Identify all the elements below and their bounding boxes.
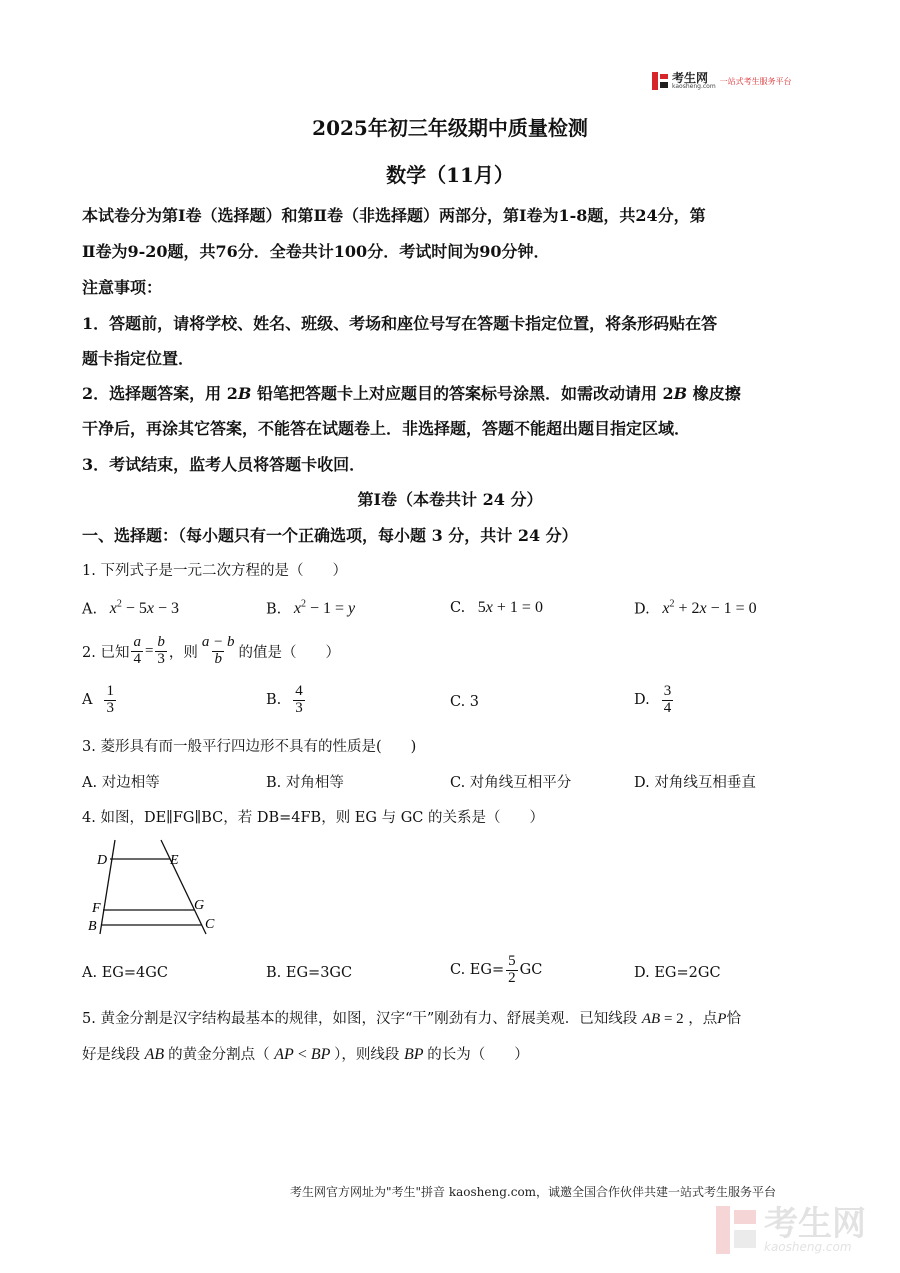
footer-text: 考生网官方网址为"考生"拼音 kaosheng.com，诚邀全国合作伙伴共建一站式考生服务平台 <box>290 1185 777 1199</box>
q2-stem: 2. 已知 $\frac{a}{4}$ = $\frac{b}{3}$ ，则 $\frac{a - b}{b}$ 的值是（ ） <box>82 634 341 667</box>
q4-option-a: A. EG=4GC <box>82 965 168 981</box>
q5-line-2-b: 的黄金分割点（ <box>168 1047 270 1063</box>
note-2-part-a: 2．选择题答案，用 2 <box>82 384 238 403</box>
q3-stem: 3. 菱形具有而一般平行四边形不具有的性质是( ) <box>82 739 417 755</box>
q4-c-prefix: C. EG= <box>450 962 505 979</box>
q1-d-label: D. <box>634 601 650 618</box>
note-3: 3．考试结束，监考人员将答题卡收回． <box>82 455 366 474</box>
section-heading: 一、选择题：（每小题只有一个正确选项，每小题 3 分，共计 24 分） <box>82 526 578 545</box>
q2-option-d: D. $\frac{3}{4}$ <box>634 683 672 716</box>
note-2-part-d: B <box>673 384 688 403</box>
q2-d-label: D. <box>634 692 650 709</box>
q3-option-a: A. 对边相等 <box>82 775 160 791</box>
notes-heading: 注意事项： <box>82 278 163 297</box>
q2-option-c: C. 3 <box>450 694 480 710</box>
q3-option-d: D. 对角线互相垂直 <box>634 775 756 791</box>
q5-line-2-a: 好是线段 <box>82 1047 140 1063</box>
note-1-line-2: 题卡指定位置． <box>82 349 195 368</box>
q4-label-b: B <box>88 919 97 934</box>
q2-stem-a: 2. 已知 <box>82 644 130 661</box>
note-1-line-1: 1．答题前，请将学校、姓名、班级、考场和座位号写在答题卡指定位置，将条形码贴在答 <box>82 314 718 333</box>
q2-option-b: B. $\frac{4}{3}$ <box>266 683 303 716</box>
note-2-part-b: B <box>237 384 252 403</box>
q4-figure <box>82 836 222 946</box>
q3-option-c: C. 对角线互相平分 <box>450 775 572 791</box>
logo-domain: kaosheng.com <box>672 83 716 90</box>
q5-line-1-a: 5. 黄金分割是汉字结构最基本的规律，如图，汉字“干”刚劲有力、舒展美观．已知线段 <box>82 1011 638 1027</box>
logo-mark-icon <box>652 72 668 90</box>
site-logo <box>652 72 792 90</box>
q1-b-label: B. <box>266 601 282 618</box>
q1-option-c: C. 5x + 1 = 0 <box>450 599 543 616</box>
page-subtitle: 数学（11月） <box>386 163 514 187</box>
q2-frac-a-over-4: $\frac{a}{4}$ <box>133 634 141 667</box>
q2-stem-b: ，则 <box>168 644 198 661</box>
q2-stem-c: 的值是（ ） <box>238 644 341 661</box>
q1-option-b: B. $x^2 - 1 = y$ <box>266 599 356 618</box>
watermark-logo <box>716 1206 866 1254</box>
q5-line-2-d: 的长为（ ） <box>427 1047 529 1063</box>
q1-stem: 1. 下列式子是一元二次方程的是（ ） <box>82 563 347 579</box>
section-title: 第Ⅰ卷（本卷共计 24 分） <box>357 490 543 509</box>
q4-label-d: D <box>97 853 108 868</box>
q5-line-1-b: ，点 <box>688 1011 718 1027</box>
q4-c-suffix: GC <box>519 962 543 979</box>
q4-option-c: C. EG= $\frac{5}{2}$ GC <box>450 953 543 986</box>
page-title: 2025年初三年级期中质量检测 <box>312 116 588 140</box>
q5-line-2: 好是线段 AB 的黄金分割点（ AP < BP ），则线段 BP 的长为（ ） <box>82 1046 529 1063</box>
q4-label-c: C <box>205 917 215 932</box>
q4-option-d: D. EG=2GC <box>634 965 721 981</box>
intro-line-2: Ⅱ卷为9-20题，共76分．全卷共计100分．考试时间为90分钟． <box>82 242 550 261</box>
watermark-name: 考生网 <box>764 1204 866 1244</box>
note-2-line-2: 干净后，再涂其它答案，不能答在试题卷上．非选择题，答题不能超出题目指定区域． <box>82 419 691 438</box>
q5-line-1-c: 恰 <box>726 1011 741 1027</box>
q2-b-label: B. <box>266 692 282 709</box>
q4-label-g: G <box>194 898 205 913</box>
q1-option-a: A. $x^2 - 5x - 3$ <box>82 599 179 618</box>
q2-option-a: A $\frac{1}{3}$ <box>82 683 114 716</box>
watermark-domain: kaosheng.com <box>764 1240 852 1254</box>
note-2-part-e: 橡皮擦 <box>687 384 741 403</box>
note-2-line-1 <box>82 381 741 404</box>
q2-frac-b-over-3: $\frac{b}{3}$ <box>157 634 165 667</box>
logo-slogan: 一站式考生服务平台 <box>719 76 792 86</box>
q4-label-e: E <box>170 853 179 868</box>
q2-a-label: A <box>82 692 93 709</box>
q5-line-2-c: ），则线段 <box>334 1047 400 1063</box>
q1-c-label: C. <box>450 600 466 616</box>
q2-frac-expression: $\frac{a - b}{b}$ <box>201 634 235 667</box>
q5-line-1: 5. 黄金分割是汉字结构最基本的规律，如图，汉字“干”刚劲有力、舒展美观．已知线段 AB = 2 ，点P恰 <box>82 1011 741 1027</box>
q4-line-right <box>161 840 206 934</box>
q1-a-label: A. <box>82 601 98 618</box>
q4-option-b: B. EG=3GC <box>266 965 353 981</box>
intro-line-1: 本试卷分为第Ⅰ卷（选择题）和第Ⅱ卷（非选择题）两部分，第Ⅰ卷为1-8题，共24分，第 <box>82 206 706 225</box>
q4-stem: 4. 如图，DE∥FG∥BC，若 DB=4FB，则 EG 与 GC 的关系是（ ） <box>82 810 544 826</box>
watermark-mark-icon <box>716 1206 756 1254</box>
q3-option-b: B. 对角相等 <box>266 775 344 791</box>
note-2-part-c: 铅笔把答题卡上对应题目的答案标号涂黑．如需改动请用 2 <box>251 384 674 403</box>
q1-option-d: D. $x^2 + 2x - 1 = 0$ <box>634 599 757 618</box>
logo-name: 考生网 <box>672 71 709 85</box>
q4-label-f: F <box>92 901 101 916</box>
